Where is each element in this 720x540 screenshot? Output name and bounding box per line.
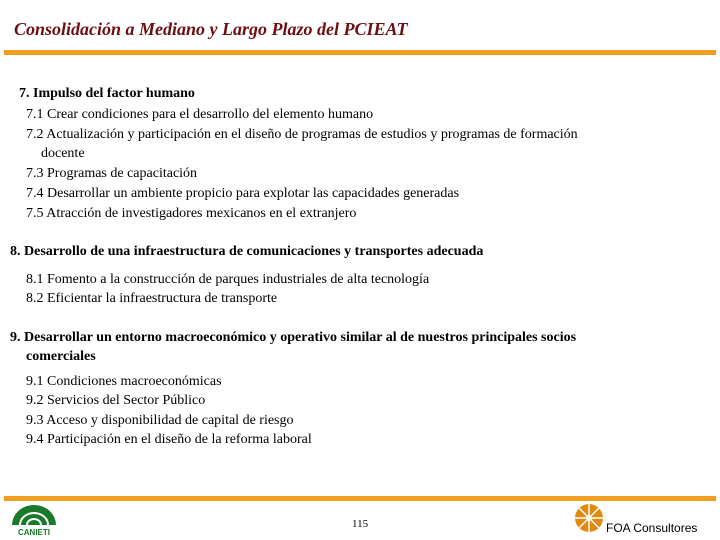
list-item: 9.1 Condiciones macroeconómicas (26, 374, 222, 389)
section-heading: 7. Impulso del factor humano (19, 86, 195, 101)
canieti-logo-icon (8, 503, 60, 537)
list-item: 7.3 Programas de capacitación (26, 166, 198, 181)
slide-title: Consolidación a Mediano y Largo Plazo del PCIEAT (14, 19, 408, 39)
top-divider (4, 50, 716, 55)
section-heading: 9. Desarrollar un entorno macroeconómico y operativo similar al de nuestros principales socios (10, 330, 577, 345)
list-item: 9.4 Participación en el diseño de la reforma laboral (26, 432, 312, 447)
bottom-divider (4, 496, 716, 501)
section-heading: 8. Desarrollo de una infraestructura de comunicaciones y transportes adecuada (10, 244, 484, 259)
list-item: 7.2 Actualización y participación en el diseño de programas de estudios y programas de formación (26, 127, 578, 142)
list-item: 9.2 Servicios del Sector Público (26, 393, 206, 408)
svg-text:CANIETI: CANIETI (18, 528, 50, 537)
list-item: 8.2 Eficientar la infraestructura de transporte (26, 291, 278, 306)
brand-name: FOA Consultores (606, 521, 698, 535)
list-item: 7.1 Crear condiciones para el desarrollo del elemento humano (26, 107, 374, 122)
list-item: 7.4 Desarrollar un ambiente propicio para explotar las capacidades generadas (26, 186, 460, 201)
list-item: docente (41, 146, 85, 161)
page-number: 115 (352, 518, 369, 530)
foa-sun-logo-icon (574, 503, 604, 533)
list-item: 7.5 Atracción de investigadores mexicanos en el extranjero (26, 206, 357, 221)
section-heading-cont: comerciales (26, 349, 96, 364)
list-item: 9.3 Acceso y disponibilidad de capital de riesgo (26, 413, 294, 428)
list-item: 8.1 Fomento a la construcción de parques industriales de alta tecnología (26, 272, 430, 287)
